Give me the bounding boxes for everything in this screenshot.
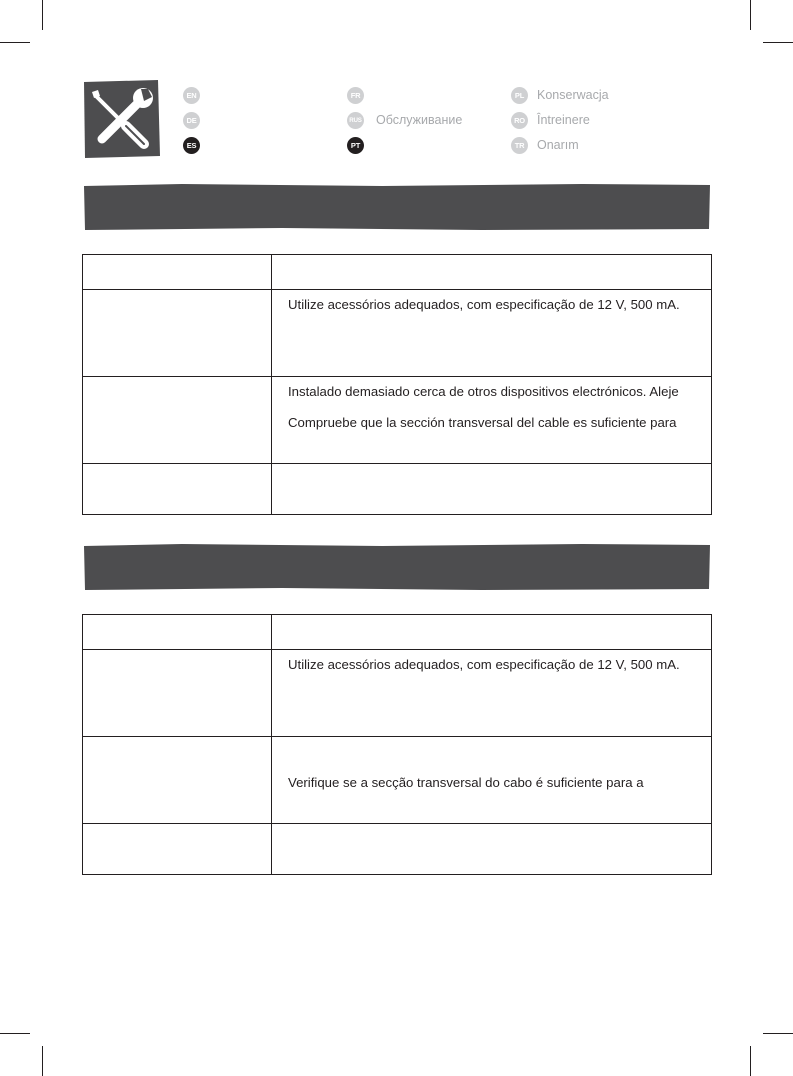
table-row	[83, 649, 711, 736]
problem-cell	[83, 650, 272, 736]
solution-cell	[272, 737, 711, 823]
problem-cell	[83, 615, 272, 649]
solution-cell	[272, 290, 711, 376]
language-badge: TR	[511, 137, 528, 154]
problem-cell	[83, 824, 272, 874]
language-item-fr	[347, 86, 373, 104]
crop-mark	[763, 1033, 793, 1034]
problem-cell	[83, 290, 272, 376]
section-banner-pt	[82, 543, 712, 591]
language-badge: EN	[183, 87, 200, 104]
solution-cell	[272, 464, 711, 514]
language-badge: PT	[347, 137, 364, 154]
solution-cell	[272, 650, 711, 736]
solution-text: Compruebe que la sección transversal del cable es suficiente para	[288, 415, 677, 430]
table-row	[83, 736, 711, 823]
crop-mark	[763, 42, 793, 43]
language-item-es	[183, 136, 209, 154]
language-badge: FR	[347, 87, 364, 104]
problem-cell	[83, 464, 272, 514]
section-banner-es	[82, 183, 712, 231]
crop-mark	[42, 0, 43, 30]
language-item-pl	[511, 86, 609, 104]
language-badge: PL	[511, 87, 528, 104]
language-item-ro	[511, 111, 590, 129]
solution-text: Instalado demasiado cerca de otros dispositivos electrónicos. Aleje	[288, 384, 679, 399]
language-item-pt	[347, 136, 373, 154]
solution-cell	[272, 615, 711, 649]
solution-text	[288, 744, 711, 760]
crop-mark	[42, 1046, 43, 1076]
problem-cell	[83, 377, 272, 463]
table-row	[83, 823, 711, 874]
wrench-screwdriver-icon	[82, 79, 161, 159]
language-item-de	[183, 111, 209, 129]
language-label: Обслуживание	[376, 113, 463, 127]
language-label: Konserwacja	[537, 88, 609, 102]
language-item-tr	[511, 136, 579, 154]
problem-cell	[83, 255, 272, 289]
language-badge: DE	[183, 112, 200, 129]
table-row	[83, 289, 711, 376]
language-label: Onarım	[537, 138, 579, 152]
crop-mark	[750, 0, 751, 30]
solution-text: Utilize acessórios adequados, com especificação de 12 V, 500 mA.	[288, 297, 680, 312]
table-row	[83, 376, 711, 463]
table-row	[83, 255, 711, 289]
troubleshooting-table-pt	[82, 614, 712, 875]
solution-text: Utilize acessórios adequados, com especificação de 12 V, 500 mA.	[288, 657, 680, 672]
table-row	[83, 615, 711, 649]
language-badge: RO	[511, 112, 528, 129]
table-row	[83, 463, 711, 514]
problem-cell	[83, 737, 272, 823]
crop-mark	[750, 1046, 751, 1076]
crop-mark	[0, 1033, 30, 1034]
language-item-en	[183, 86, 209, 104]
language-item-rus	[347, 111, 462, 129]
language-badge: RUS	[347, 112, 364, 129]
crop-mark	[0, 42, 30, 43]
troubleshooting-table-es	[82, 254, 712, 515]
language-label: Întreinere	[537, 113, 590, 127]
language-badge: ES	[183, 137, 200, 154]
solution-cell	[272, 824, 711, 874]
solution-cell	[272, 377, 711, 463]
solution-text: Verifique se a secção transversal do cabo é suficiente para a	[288, 775, 644, 790]
solution-cell	[272, 255, 711, 289]
